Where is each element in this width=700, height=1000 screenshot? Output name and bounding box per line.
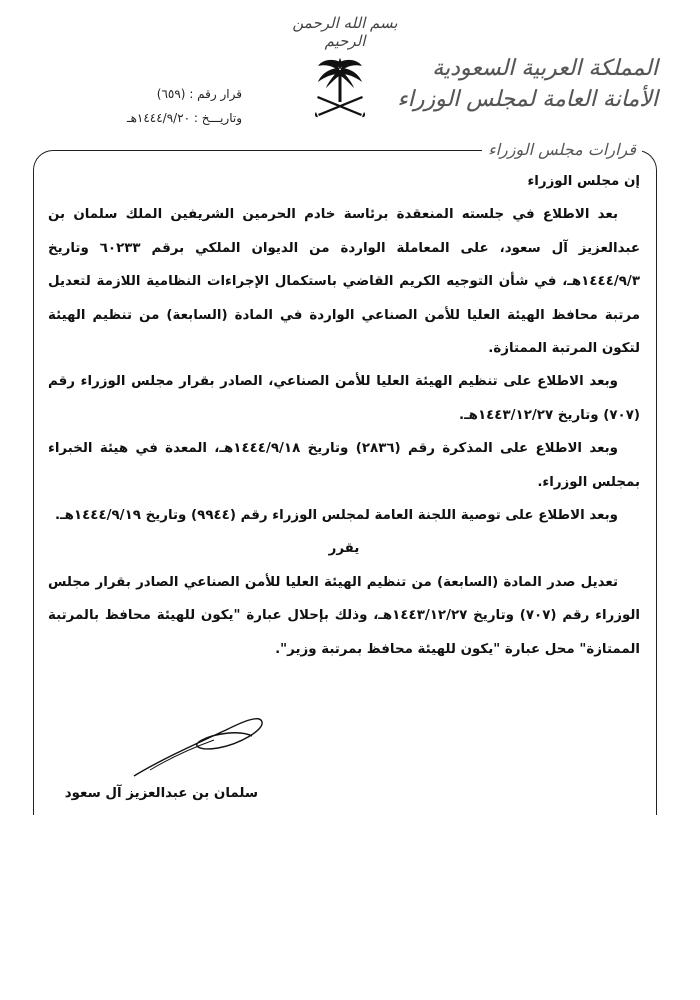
paragraph-1: بعد الاطلاع في جلسته المنعقدة برئاسة خادم الحرمين الشريفين الملك سلمان بن عبدالعزيز آل سعود، على المعاملة الواردة من الديوان الملكي برقم ٦٠٢٣٣ وتاريخ ١٤٤٤/٩/٣هـ، في شأن التوجيه الكريم القاضي باستكمال الإجراءات النظامية اللازمة لتعديل مرتبة محافظ الهيئة العليا للأمن الصناعي الواردة في المادة (السابعة) من تنظيم الهيئة لتكون المرتبة الممتازة. — [48, 207, 640, 357]
date-label: وتاريـــخ : — [193, 111, 242, 125]
paragraph-2: وبعد الاطلاع على تنظيم الهيئة العليا للأمن الصناعي، الصادر بقرار مجلس الوزراء رقم (٧٠٧) وتاريخ ١٤٤٣/١٢/٢٧هـ. — [48, 374, 640, 423]
decides-heading: يقرر — [328, 541, 360, 557]
paragraph-3: وبعد الاطلاع على المذكرة رقم (٢٨٣٦) وتاريخ ١٤٤٤/٩/١٨هـ، المعدة في هيئة الخبراء بمجلس الوزراء. — [48, 441, 640, 490]
decision-number-line — [92, 82, 242, 106]
date-value: ١٤٤٤/٩/٢٠هـ — [127, 111, 191, 125]
kingdom-name: المملكة العربية السعودية — [432, 56, 658, 81]
basmala: بسم الله الرحمن الرحيم — [292, 14, 398, 50]
palm-swords-emblem-icon — [312, 56, 368, 126]
paragraph-5: تعديل صدر المادة (السابعة) من تنظيم الهيئة العليا للأمن الصناعي الصادر بقرار مجلس الوزراء رقم (٧٠٧) وتاريخ ١٤٤٣/١٢/٢٧هـ، وذلك بإحلال عبارة "يكون للهيئة محافظ بالمرتبة الممتازة" محل عبارة "يكون للهيئة محافظ بمرتبة وزير". — [48, 574, 640, 657]
paragraph-4: وبعد الاطلاع على توصية اللجنة العامة لمجلس الوزراء رقم (٩٩٤٤) وتاريخ ١٤٤٤/٩/١٩هـ. — [54, 508, 618, 524]
decision-body — [48, 165, 640, 666]
opening-line: إن مجلس الوزراء — [527, 174, 640, 189]
signature-icon — [130, 700, 270, 784]
decision-number: (٦٥٩) — [156, 87, 186, 101]
signer-name: سلمان بن عبدالعزيز آل سعود — [64, 786, 258, 801]
secretariat-name: الأمانة العامة لمجلس الوزراء — [397, 87, 658, 112]
section-label: قرارات مجلس الوزراء — [482, 140, 642, 159]
decision-date-line — [92, 106, 242, 130]
decision-label: قرار رقم : — [189, 87, 242, 101]
